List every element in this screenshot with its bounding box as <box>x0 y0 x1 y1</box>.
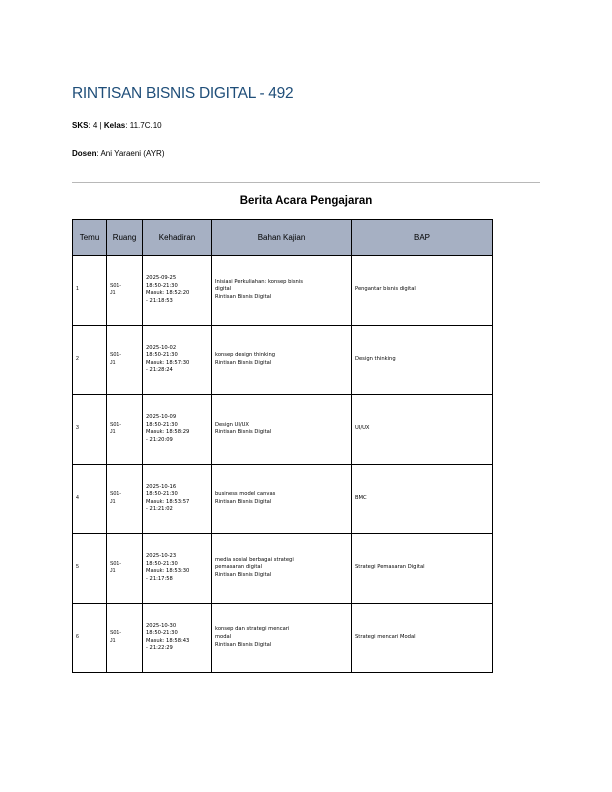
header-ruang: Ruang <box>107 220 143 256</box>
header-bap: BAP <box>352 220 493 256</box>
cell-bap: BMC <box>352 464 493 534</box>
cell-ruang: S01- J1 <box>107 534 143 604</box>
cell-kehadiran: 2025-10-02 18:50-21:30 Masuk: 18:57:30 - 21:28:24 <box>143 325 212 395</box>
cell-bahan-kajian: konsep design thinking Rintisan Bisnis Digital <box>212 325 352 395</box>
cell-kehadiran: 2025-10-09 18:50-21:30 Masuk: 18:58:29 - 21:20:09 <box>143 395 212 465</box>
course-meta-dosen <box>72 149 164 159</box>
sks-label: SKS <box>72 121 89 130</box>
cell-temu: 1 <box>73 256 107 326</box>
cell-bap: Strategi mencari Modal <box>352 603 493 673</box>
cell-temu: 5 <box>73 534 107 604</box>
kelas-label: Kelas <box>103 121 126 130</box>
cell-temu: 6 <box>73 603 107 673</box>
cell-temu: 3 <box>73 395 107 465</box>
section-divider <box>72 182 540 183</box>
header-kehadiran: Kehadiran <box>143 220 212 256</box>
cell-kehadiran: 2025-10-30 18:50-21:30 Masuk: 18:58:43 - 21:22:29 <box>143 603 212 673</box>
header-bahan-kajian: Bahan Kajian <box>212 220 352 256</box>
cell-kehadiran: 2025-09-25 18:50-21:30 Masuk: 18:52:20 - 21:18:53 <box>143 256 212 326</box>
kelas-value: : 11.7C.10 <box>125 121 162 130</box>
sks-value: : 4 <box>88 121 98 130</box>
cell-bap: UI/UX <box>352 395 493 465</box>
dosen-label: Dosen <box>72 149 97 158</box>
cell-temu: 2 <box>73 325 107 395</box>
cell-ruang: S01- J1 <box>107 395 143 465</box>
cell-bap: Design thinking <box>352 325 493 395</box>
dosen-value: : Ani Yaraeni (AYR) <box>96 149 165 158</box>
table-row <box>73 395 493 465</box>
header-temu: Temu <box>73 220 107 256</box>
meta-separator: | <box>99 121 102 130</box>
cell-bahan-kajian: konsep dan strategi mencari modal Rintisan Bisnis Digital <box>212 603 352 673</box>
table-row <box>73 325 493 395</box>
bap-heading: Berita Acara Pengajaran <box>239 195 373 207</box>
cell-bahan-kajian: media sosial berbagai strategi pemasaran digital Rintisan Bisnis Digital <box>212 534 352 604</box>
cell-bap: Strategi Pemasaran Digital <box>352 534 493 604</box>
cell-temu: 4 <box>73 464 107 534</box>
table-row <box>73 603 493 673</box>
cell-ruang: S01- J1 <box>107 603 143 673</box>
cell-bahan-kajian: Design UI/UX Rintisan Bisnis Digital <box>212 395 352 465</box>
cell-kehadiran: 2025-10-16 18:50-21:30 Masuk: 18:53:57 - 21:21:02 <box>143 464 212 534</box>
table-header-row <box>73 220 493 256</box>
cell-bahan-kajian: Inisiasi Perkuliahan: konsep bisnis digital Rintisan Bisnis Digital <box>212 256 352 326</box>
table-row <box>73 534 493 604</box>
table-row <box>73 256 493 326</box>
cell-bap: Pengantar bisnis digital <box>352 256 493 326</box>
cell-kehadiran: 2025-10-23 18:50-21:30 Masuk: 18:53:30 - 21:17:58 <box>143 534 212 604</box>
table-row <box>73 464 493 534</box>
course-meta-sks-kelas <box>72 121 162 131</box>
cell-ruang: S01- J1 <box>107 325 143 395</box>
cell-bahan-kajian: business model canvas Rintisan Bisnis Digital <box>212 464 352 534</box>
bap-table <box>72 219 493 673</box>
cell-ruang: S01- J1 <box>107 256 143 326</box>
page-title: RINTISAN BISNIS DIGITAL - 492 <box>72 85 294 102</box>
cell-ruang: S01- J1 <box>107 464 143 534</box>
